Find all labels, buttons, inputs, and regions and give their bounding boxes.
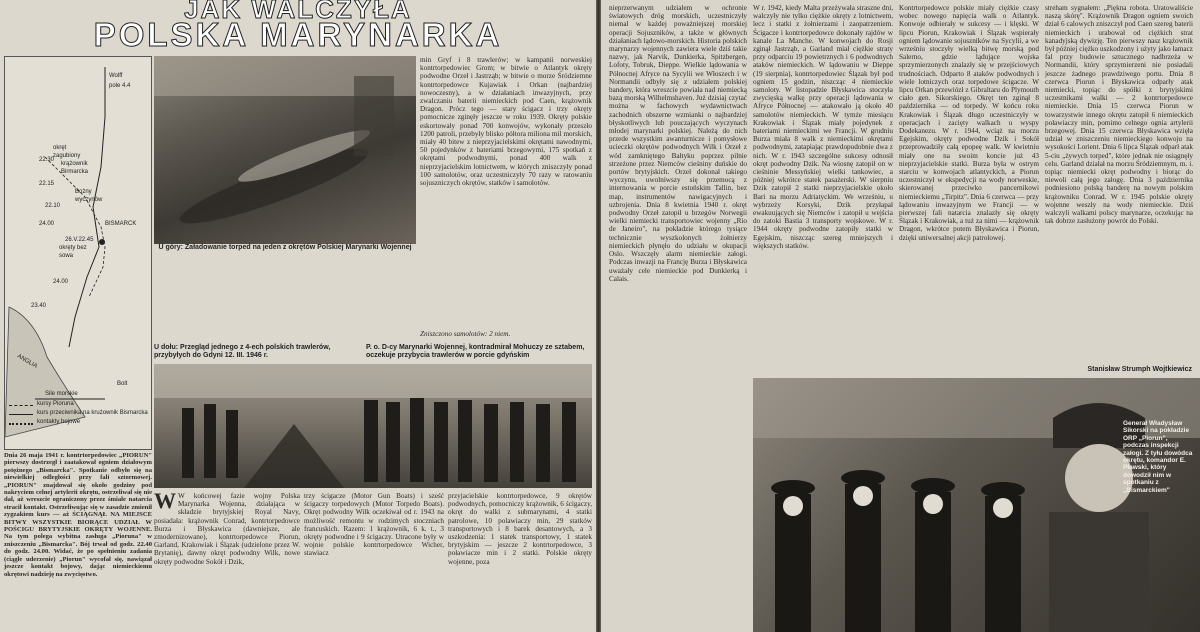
map-scale-label: Sile morskie (45, 391, 78, 397)
photo-torpedo-loading (154, 56, 416, 244)
torpedo-illustration (154, 56, 416, 244)
legend-item-2: kontakty bojowe (9, 419, 149, 428)
col-mid-text: min Gryf i 8 trawlerów; w kampanii norweskiej kontrtorpedowiec Grom; w bitwie o Atlantyk okręty podwodne Orzeł i Jastrząb; w bitwie o morze Śródziemne kontrtorpedowce Kujawiak i Orkan (najbardziej nowoczesny), a w działaniach inwazyjnych, przy zwalczaniu baterii niemieckich pod Caen, krążownik Dragon. Prócz tego — stary ścigacz i trzy okręty pomocnicze zginęły jeszcze w roku 1939. Okręty polskie eskortowały ponad 700 konwojów, wykonały przeszło 1200 patroli, przebyły blisko półtora miliona mil morskich, miały 40 bitew z nieprzyjacielskimi okrętami nawodnymi, 50 pojedynków z bateriami brzegowymi, 175 spotkań z okrętami podwodnymi, ponad 400 walk z nieprzyjacielskim lotnictwem, w których zniszczyły ponad 100 samolotów, oraz uczestniczyły 70 razy w ratowaniu sojuszniczych okrętów, statków i samolotów. (420, 56, 592, 188)
photo3-caption: Generał Władysław Sikorski na pokładzie ORP „Piorun", podczas inspekcji załogi. Z tyłu dowódca okrętu, komandor E. Pławski, który dowodził nim w spotkaniu z „Bismarckiem" (1123, 420, 1193, 494)
trawler-illustration (154, 364, 592, 488)
map-place-1: pole 4.4 (109, 83, 131, 89)
contact-point (99, 239, 105, 245)
photo2-caption-b: P. o. D-cy Marynarki Wojennej, kontradmirał Mohuczy ze sztabem, oczekuje przybycia trawlerów w porcie gdyńskim (366, 344, 585, 359)
sikorski-illustration (753, 378, 1200, 632)
article-column-r3 (899, 4, 1039, 372)
col-r3-text: Kontrtorpedowce polskie miały ciężkie czasy wobec nowego napięcia walk o Atlantyk. Konwoje odbierały w sukcesy — i klęski. W lipcu Piorun, Krakowiak i Ślązak wspierały ogniem lądowanie sojuszników na Sycylii, a we wrześniu stoczyły wielką bitwę morską pod Salerno, gdzie lądujące wojska sprzymierzonych znalazły się w przejściowych trudnościach. Odparto 8 ataków podwodnych i wiele lotniczych oraz torpedowe ścigacze. W lipcu Orkan przewiózł z Gibraltaru do Plymouth ciało gen. Sikorskiego. Okręt ten zginął 8 października — od torpedy. W końcu roku Krakowiak i Ślązak długo uczestniczyły w operacjach i zacięty walkach u wyspy Dodekanezu. W r. 1944, wciąż na morzu Egejskim, okręty podwodne Dzik i Sokół przeprowadziły całą epopeę walk. W kwietniu miały one na swoim koncie już 43 nieprzyjacielskie statki. Burza była w ostrym starciu w konwojach atlantyckich, a Piorun uczestniczył w ekspedycji na wody norweskie, skierowanej przeciwko pancernikowi niemieckiemu „Tirpitz". Dnia 6 czerwca — przy lądowaniu inwazyjnym we Francji — w pierwszej fali natarcia znalazły się okręty Ślązak i Krakowiak, a tuż za nimi — krążownik Dragon, wkrótce potem Błyskawica i Piorun, dzięki uniwersalnej akcji patrolowej. (899, 4, 1039, 242)
right-page (601, 0, 1200, 632)
article-column-r2 (753, 4, 893, 372)
map-place-9: okręty bez (59, 245, 87, 251)
map-time-6: 23.40 (31, 303, 47, 309)
headline-line1: JAK WALCZYŁA (184, 0, 412, 24)
photo2-caption-a: U dołu: Przegląd jednego z 4-ech polskich trawlerów, przybyłych do Gdyni 12. III. 1946 r. (154, 344, 331, 359)
col-r4-text: streham sygnałem: „Piękna robota. Uratowaliście naszą skórę". Krążownik Dragon ogniem swoich dział 6 calowych zniszczył pod Caen szereg baterii niemieckich i urabował od ciężkich strat kanadyjską dywizję. Ten pierwszy nasz krążownik był później ciężko uszkodzony i użyty jako łamacz fal przy budowie sztucznego nadbrzeża w Normandii, który sprzymierzeni nie posiadali jeszcze żadnego prawdziwego portu. Dnia 8 czerwca Piorun i Błyskawica odparły atak niemiecki, topiąc do spółki z brytyjskimi uczestnikami walki — 2 kontrtorpedowce niemieckie. Dnia 15 czerwca Piorun w towarzystwie innego okrętu zatopił 6 niemieckich poławiaczy min, pomimo celnego ognia artylerii brzegowej. Dnia 15 czerwca Błyskawica wzięła udział w zniszczeniu niemieckiego konwoju na wysokości Lorient. Dnia 6 lipca Ślązak odparł atak 5-ciu „żywych torped", które jednak nie osiągnęły celu. Garland działał na morzu Śródziemnym, m. i. topiąc niemiecki okręt podwodny i biorąc do niewoli całą jego załogę. Dnia 3 października podniesiono polską banderę na nowym polskim krążowniku Conrad. W r. 1945 polskie okręty wojenne weszły na wody niemieckie. Dziś walczyli walkami polscy marynarze, oczekując na tak dobrze zasłużony powrót do Polski. (1045, 4, 1193, 226)
bismarck-course (69, 67, 105, 347)
article-column-b3 (448, 492, 592, 628)
map-legend (9, 401, 149, 445)
map-place-7: wyczynów (75, 197, 103, 203)
map-place-8: BISMARCK (105, 221, 137, 227)
legend-item-0: kursy Pioruna (9, 401, 149, 410)
map-caption: Dnia 26 maja 1941 r. kontrtorpedowiec „PIORUN" pierwszy dostrzegł i zaatakował ogniem działowym potężnego „Bismarcka". Spotkanie odbyło się na niewielkiej odległości przy fali sztormowej. „PIORUN" znajdował się około godziny pod nakryciem celnej artylerii okrętu, ostrzeliwał się nie dał, aż wreszcie ograniczony przez śmiałe natarcia stracił kontakt. Ostrzeliwując się w zasadzie zmienił zygzakiem kurs — aż ŚCIĄGNĄŁ NA MIEJSCE BITWY WSZYSTKIE BIORĄCE UDZIAŁ W POŚCIGU BRYTYJSKIE OKRĘTY WOJENNE. Na tym polega wybitna zasługa „Pioruna" w zniszczeniu „Bismarcka". Bój trwał od godz. 22.40 do godz. 24.00. Widać, że po spełnieniu zadania (ciągłe uderzenie) „Piorun" wycofał się, nawiązał jeszcze kontakt bojowy, dając niemieckiemu okrętowi nadzieję na zwycięstwo. (4, 452, 152, 578)
col-r1-text: nieprzerwanym udziałem w ochronie światowych dróg morskich, uczestniczyły niemal w każdej poważniejszej morskiej operacji Sojuszników, a także w głównych działaniach lądowo-morskich. Historia polskich marynarzy wojennych zawiera wiele dziś takie nazwy, jak Narvik, Dunkierka, Spitzbergen, Lofoty, Tobruk, Dieppe. Wielkie lądowania w Północnej Afryce na Sycylii we Włoszech i w Normandii odbyły się z udziałem polskiej bandery, która wreszcie powiała nad niemiecką bazą morską Wilhelmshaven. Już dzisiaj czytać można w fachowych wydawnictwach zachodnich obszerne wzmianki o najbardziej błyskotliwych lub pouczających wyczynach młodej marynarki polskiej. Należą do nich przede wszystkim awanturnicze i pomysłowe ucieczki okrętów podwodnych Wilk i Orzeł z wód zamkniętego Bałtyku poprzez pilnie strzeżone przez Niemców cieśniny duńskie do portów brytyjskich. Orzeł dokonał takiego wyczynu, uwolniwszy się przemocą z internowania w porcie estońskim Tallin, bez map, instrumentów nawigacyjnych i uzbrojenia. Dnia 8 kwietnia 1940 r. okręt podwodny Orzeł zatopił u brzegów Norwegii wielki niemiecki transportowiec wojenny „Rio de Janeiro", na pokładzie którego tysiące technicznie wyszkolonych żołnierzy niemieckich płynęło do udziału w okupacji Oslo. Wszczęły alarm niemieckie załogi. Podczas inwazji na Francję Burza i Błyskawica uważały cele niemieckie pod Dunkierką i Calais. (609, 4, 747, 283)
map-time-2: 22.10 (45, 203, 61, 209)
map-boat-label: Bolt (117, 381, 128, 387)
map-time-4: 26.V.22.45 (65, 237, 94, 243)
map-time-5: 24.00 (53, 279, 69, 285)
map-time-0: 22.30 (39, 157, 55, 163)
battle-map (4, 56, 152, 450)
article-column-mid (420, 56, 592, 340)
author-signature: Stanisław Strumph Wojtkiewicz (1087, 366, 1192, 373)
col-b1-text: W końcowej fazie wojny Polska Marynarka Wojenna, działająca w składzie brytyjskiej Royal Navy, posiadała: krążownik Conrad, kontrtorpedowce Burza i Błyskawica (dawniejsze, ale zmodernizowane), kontrtorpedowce Piorun, Garland, Krakowiak i Ślązak (udzielone przez W. Brytanię), dawny okręt podwodny Wilk, nowe okręty podwodne Sokół i Dzik, (154, 492, 300, 566)
map-place-3: zagubiony (53, 153, 81, 159)
article-column-b1 (154, 492, 300, 628)
photo-sikorski-inspection (753, 378, 1200, 632)
map-place-0: Wolff (109, 73, 123, 79)
photo-trawler-review (154, 364, 592, 488)
legend-item-1: kurs przeciwnika na krużownik Bismarcka (9, 410, 149, 419)
col-b2-text: trzy ścigacze (Motor Gun Boats) i sześć ścigaczy torpedowych (Motor Torpedo Boats). Okręt podwodny Wilk oczekiwał od r. 1943 na możliwość remontu w rodzimych stoczniach francuskich. Razem: 1 krążownik, 6 k. t., 3 okręty podwodne i 9 ścigaczy. Utracone były w wojnie polskie kontrtorpedowce Wicher, stawiacz (304, 492, 444, 558)
map-land-label: ANGLIA (16, 353, 39, 370)
map-drawing (5, 57, 151, 449)
map-place-6: Bożny (75, 189, 92, 195)
map-place-2: okręt (53, 145, 67, 151)
map-place-5: Birmarcka (61, 169, 89, 175)
zdjecia-note: Zniszczono samolotów: 2 niem. (420, 330, 511, 338)
photo1-caption: U góry: Załadowanie torped na jeden z okrętów Polskiej Marynarki Wojennej (158, 244, 412, 251)
map-place-4: krążownik (61, 161, 88, 167)
map-time-3: 24.00 (39, 221, 55, 227)
headline-line2: POLSKA MARYNARKA (93, 16, 503, 53)
map-time-1: 22.15 (39, 181, 55, 187)
article-column-r1 (609, 4, 747, 628)
col-b3-text: przyjacielskie kontrtorpedowce, 9 okrętów podwodnych, pomocniczy krążownik, 6 ścigaczy, okręt do walki z submarynami, 4 statki patrolowe, 10 polawiaczy min, 29 statków transportowych i 8 barek desantowych, a 3 uszkodzenia: 1 statek transportowy, 1 statek brytyjskim — jeszcze 2 kontrtorpedowce, 3 poławiacze min i 2 statki. Polskie okręty wojenne, poza (448, 492, 592, 566)
left-page (0, 0, 596, 632)
article-column-b2 (304, 492, 444, 628)
map-place-10: sowa (59, 253, 74, 259)
drop-cap: W (154, 492, 176, 513)
article-column-r4 (1045, 4, 1193, 364)
col-r2-text: W r. 1942, kiedy Malta przeżywała straszne dni, walczyły nie tylko ciężkie okręty z lotnictwem, lecz i statki z żołnierzami i zaopatrzeniem. Ścigacze i kontrtorpedowce dokonały rajdów w kanale La Manche. W konwojach do Rosji zginął Jastrząb, a Garland miał ciężkie straty przy odparciu 19 powietrznych i 6 podwodnych ataków niemieckich. W lądowaniu w Dieppe (19 sierpnia), kontrtorpedowiec Ślązak był pod ogniem 15 godzin, niszcząc 4 niemieckie samoloty. W listopadzie Błyskawica stoczyła zwycięską walkę przy operacji lądowania w Afryce Północnej — atakowało ją około 40 samolotów niemieckich. W tymże miesiącu Krakowiak i Ślązak miały pojedynek z bateriami niemieckimi we Francji. W grudniu Burza miała 8 walk z niemieckimi okrętami podwodnymi, zatapiając prawdopodobnie dwa z nich. W r. 1943 szczególne sukcesy odnosił okręt podwodny Dzik. Na wiosnę zatopił on w cieśninie Messyńskiej wielki tankowiec, a później wkrótce statek pasażerski. W sierpniu Dzik zatopił 2 statki nieprzyjacielskie około Bari na morzu Adriatyckim. We wrześniu, u wybrzeży Korsyki, Dzik przyłapał ewakuujących się Niemców i zatopił u wejścia do zatoki Bastia 3 transporty wojskowe. W r. 1944 okręty podwodne zatopiły statki w Egejskim, niszcząc szereg mniejszych i większych statków. (753, 4, 893, 250)
